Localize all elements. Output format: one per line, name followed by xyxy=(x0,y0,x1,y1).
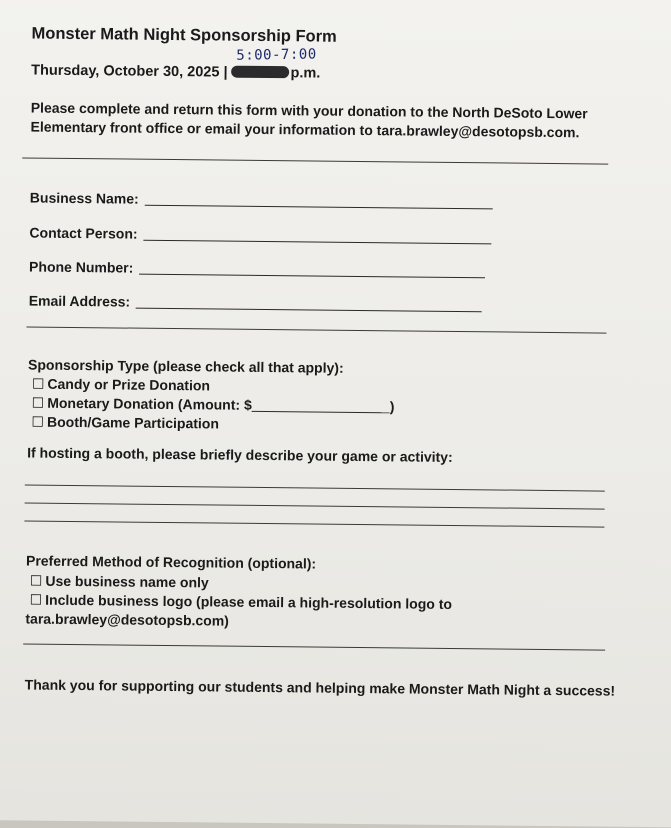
option-candy-label: Candy or Prize Donation xyxy=(47,375,211,394)
option-business-name[interactable] xyxy=(30,573,209,592)
option-candy[interactable] xyxy=(32,376,210,395)
checkbox-business-name[interactable]: ☐ xyxy=(29,572,43,589)
divider-top xyxy=(22,157,608,164)
recognition-heading: Preferred Method of Recognition (optional): xyxy=(25,552,317,572)
event-date: Thursday, October 30, 2025 | xyxy=(31,62,228,81)
booth-line-1[interactable] xyxy=(25,484,605,491)
booth-prompt: If hosting a booth, please briefly describe your game or activity: xyxy=(27,444,453,465)
option-business-name-label: Use business name only xyxy=(45,572,209,591)
booth-line-2[interactable] xyxy=(25,502,605,509)
business-name-label: Business Name: xyxy=(29,189,139,207)
checkbox-candy[interactable]: ☐ xyxy=(31,375,45,392)
checkbox-business-logo[interactable]: ☐ xyxy=(29,591,43,608)
checkbox-monetary[interactable]: ☐ xyxy=(31,394,45,411)
option-business-logo[interactable] xyxy=(30,592,453,613)
option-monetary[interactable] xyxy=(32,395,395,416)
instructions: Please complete and return this form with your donation to the North DeSoto Lower Elementary front office or email your information to tara.brawley@desotopsb.com. xyxy=(30,99,588,141)
checkbox-booth[interactable]: ☐ xyxy=(31,413,45,430)
option-booth[interactable] xyxy=(31,414,219,433)
form-content xyxy=(24,24,652,699)
thank-you-message: Thank you for supporting our students and helping make Monster Math Night a success! xyxy=(24,676,616,699)
phone-number-line[interactable] xyxy=(139,273,485,279)
email-address-line[interactable] xyxy=(136,307,482,313)
time-suffix: p.m. xyxy=(290,65,321,82)
booth-line-3[interactable] xyxy=(24,520,604,527)
divider-bottom xyxy=(23,643,605,650)
sponsorship-heading: Sponsorship Type (please check all that apply): xyxy=(27,356,344,376)
redacted-mark xyxy=(232,66,290,79)
contact-person-label: Contact Person: xyxy=(29,224,138,242)
amount-line[interactable] xyxy=(252,399,390,413)
form-title: Monster Math Night Sponsorship Form xyxy=(31,24,337,46)
business-name-line[interactable] xyxy=(145,204,493,210)
logo-email-continuation: tara.brawley@desotopsb.com) xyxy=(25,610,229,629)
amount-close: ) xyxy=(389,398,395,415)
contact-person-line[interactable] xyxy=(144,239,492,245)
business-name-field[interactable] xyxy=(30,190,493,211)
handwritten-time: 5:00-7:00 xyxy=(236,46,317,64)
email-address-label: Email Address: xyxy=(28,292,131,310)
email-address-field[interactable] xyxy=(29,293,483,314)
option-monetary-label: Monetary Donation (Amount: $ xyxy=(47,394,252,413)
option-booth-label: Booth/Game Participation xyxy=(46,413,220,432)
event-date-line xyxy=(31,63,320,82)
phone-number-label: Phone Number: xyxy=(29,258,134,276)
divider-middle xyxy=(26,327,606,334)
phone-number-field[interactable] xyxy=(29,259,485,280)
contact-person-field[interactable] xyxy=(29,225,491,246)
option-business-logo-label: Include business logo (please email a high-resolution logo to xyxy=(45,591,453,612)
